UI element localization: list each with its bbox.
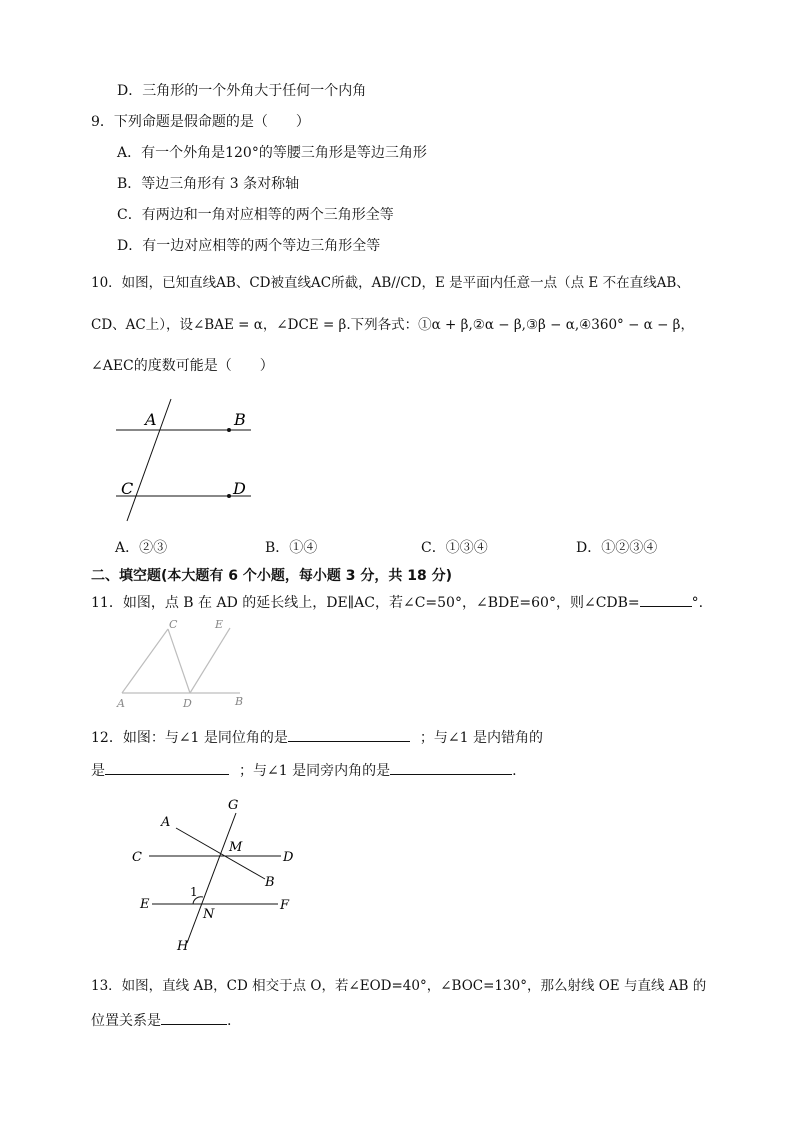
q12-answer-blank-2[interactable]: [105, 760, 229, 775]
q9-option-b: B．等边三角形有 3 条对称轴: [117, 176, 300, 192]
label-a: A: [117, 697, 125, 710]
label-d: D: [233, 479, 246, 498]
q12-text-3: 是: [91, 763, 105, 779]
line-ab: [176, 828, 265, 879]
label-d: D: [283, 850, 294, 865]
label-n: N: [203, 907, 215, 922]
label-e: E: [215, 618, 224, 631]
segment-cd: [168, 629, 190, 693]
q10-option-c: C．①③④: [421, 540, 488, 556]
label-c: C: [132, 850, 142, 865]
q11-stem: [91, 592, 703, 612]
q12-text-4: ；与∠1 是同旁内角的是: [239, 763, 391, 779]
q12-line-1: [91, 727, 543, 747]
q9-option-c: C．有两边和一角对应相等的两个三角形全等: [117, 207, 394, 223]
label-g: G: [228, 798, 239, 813]
q12-answer-blank-3[interactable]: [390, 760, 512, 775]
q13-text-2: .: [227, 1013, 232, 1029]
ray-de: [190, 628, 230, 693]
q10-line-3: ∠AEC的度数可能是（ ）: [91, 358, 274, 374]
label-m: M: [229, 840, 243, 855]
q11-stem-end: °.: [691, 595, 704, 611]
q9-stem: 9．下列命题是假命题的是（ ）: [91, 114, 310, 130]
q12-text-5: .: [512, 763, 517, 779]
q10-option-a: A．②③: [115, 540, 168, 556]
label-e: E: [140, 897, 150, 912]
q9-option-a: A．有一个外角是120°的等腰三角形是等边三角形: [117, 145, 427, 161]
q8-option-d: D．三角形的一个外角大于任何一个内角: [117, 83, 367, 99]
q10-option-b: B．①④: [265, 540, 318, 556]
q13-line-1: 13．如图，直线 AB，CD 相交于点 O，若∠EOD=40°，∠BOC=130°，那么射线 OE 与直线 AB 的: [91, 978, 707, 994]
q13-line-2: [91, 1010, 231, 1030]
label-d: D: [183, 697, 192, 710]
label-b: B: [234, 410, 246, 429]
q12-text-2: ；与∠1 是内错角的: [419, 730, 543, 746]
q12-line-2: [91, 760, 517, 780]
q10-line-1: 10．如图，已知直线AB、CD被直线AC所截，AB//CD，E 是平面内任意一点（点 E 不在直线AB、: [91, 275, 690, 291]
section-2-title: 二、填空题(本大题有 6 个小题，每小题 3 分，共 18 分): [91, 568, 453, 584]
q11-stem-start: 11．如图，点 B 在 AD 的延长线上，DE∥AC，若∠C=50°，∠BDE=60°，则∠CDB=: [91, 595, 640, 611]
label-a: A: [145, 410, 157, 429]
point-d: [227, 494, 231, 498]
q12-answer-blank-1[interactable]: [288, 727, 410, 742]
q10-line-2: CD、AC上），设∠BAE = α，∠DCE = β.下列各式：①α + β,②α − β,③β − α,④360° − α − β，: [91, 317, 694, 333]
point-b: [227, 428, 231, 432]
q12-text-1: 12．如图：与∠1 是同位角的是: [91, 730, 288, 746]
label-b: B: [265, 875, 275, 890]
q10-option-d: D．①②③④: [576, 540, 658, 556]
label-a: A: [161, 815, 171, 830]
q9-option-d: D．有一边对应相等的两个等边三角形全等: [117, 238, 381, 254]
q11-answer-blank[interactable]: [640, 592, 692, 607]
line-gh: [187, 813, 236, 943]
label-f: F: [280, 898, 290, 913]
q13-answer-blank[interactable]: [161, 1010, 227, 1025]
q11-figure: [112, 616, 252, 710]
label-b: B: [235, 695, 244, 708]
q12-figure: [128, 797, 308, 957]
label-c: C: [121, 479, 134, 498]
label-h: H: [177, 939, 189, 954]
segment-ac: [122, 629, 168, 693]
q10-figure: [108, 395, 258, 525]
q13-text-1: 位置关系是: [91, 1013, 161, 1029]
label-c: C: [169, 618, 178, 631]
label-1: 1: [190, 885, 198, 899]
